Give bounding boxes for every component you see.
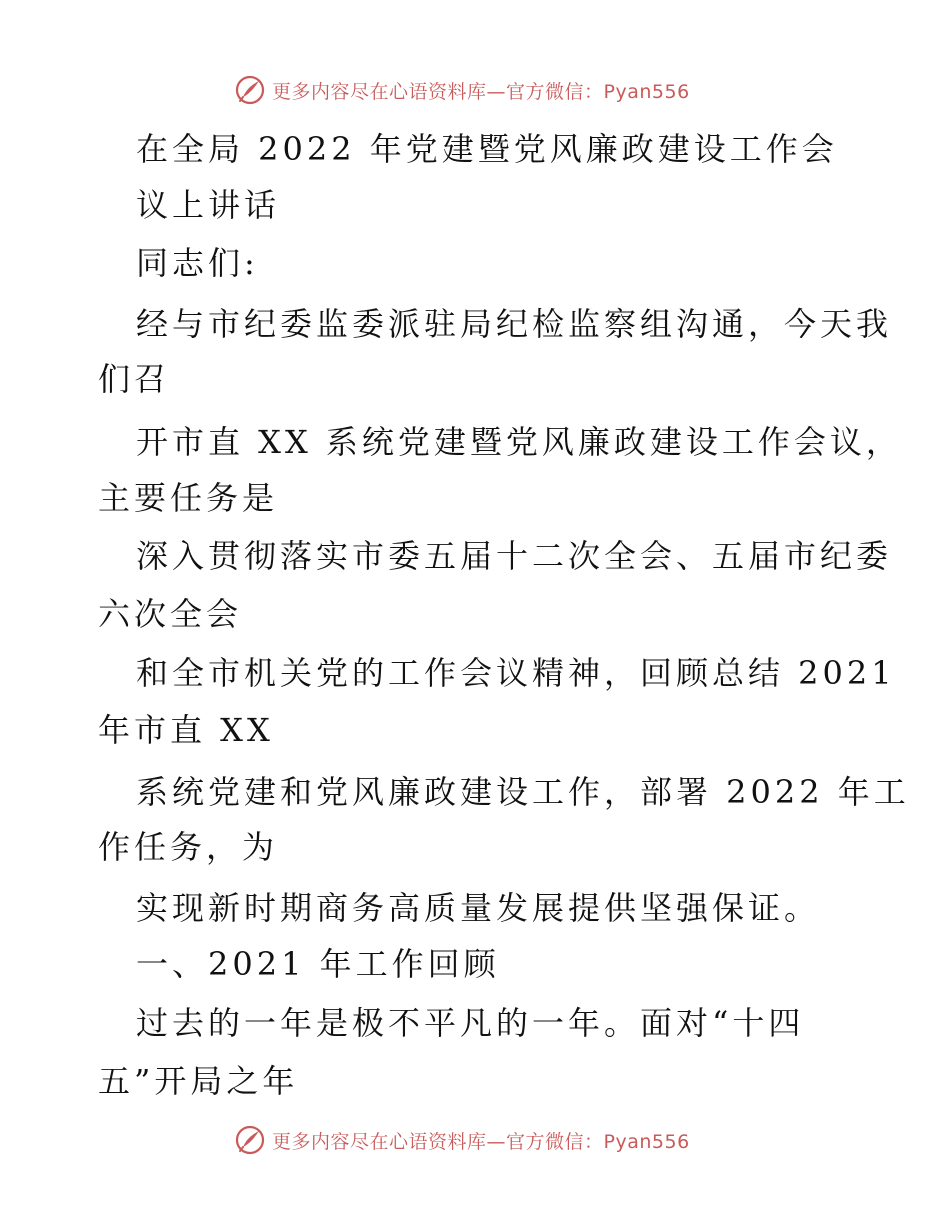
paragraph-line: 系统党建和党风廉政建设工作，部署 2022 年工 (136, 773, 910, 811)
watermark-text: 更多内容尽在心语资料库—官方微信：Pyan556 (272, 80, 690, 103)
paragraph-line: 主要任务是 (98, 479, 279, 517)
paragraph-line: 作任务，为 (98, 828, 279, 866)
paragraph-line: 实现新时期商务高质量发展提供坚强保证。 (136, 889, 821, 927)
paragraph-line: 开市直 XX 系统党建暨党风廉政建设工作会议， (136, 423, 902, 461)
paragraph-line: 过去的一年是极不平凡的一年。面对“十四 (136, 1004, 805, 1042)
footer-watermark (234, 1122, 690, 1158)
title-line-2: 议上讲话 (136, 186, 281, 224)
paragraph-line: 深入贯彻落实市委五届十二次全会、五届市纪委 (136, 537, 893, 575)
paragraph-line: 们召 (98, 360, 171, 398)
paragraph-line: 六次全会 (98, 595, 243, 633)
watermark-text: 更多内容尽在心语资料库—官方微信：Pyan556 (272, 1130, 690, 1153)
salutation: 同志们: (136, 244, 259, 282)
paragraph-line: 年市直 XX (98, 711, 274, 749)
paragraph-line: 和全市机关党的工作会议精神，回顾总结 2021 (136, 654, 896, 692)
quill-pen-logo-icon (234, 1124, 266, 1156)
paragraph-line: 五”开局之年 (98, 1062, 299, 1100)
section-heading: 一、2021 年工作回顾 (136, 945, 500, 983)
quill-pen-logo-icon (234, 74, 266, 106)
title-line-1: 在全局 2022 年党建暨党风廉政建设工作会 (136, 130, 838, 168)
paragraph-line: 经与市纪委监委派驻局纪检监察组沟通，今天我 (136, 305, 893, 343)
header-watermark (234, 72, 690, 108)
